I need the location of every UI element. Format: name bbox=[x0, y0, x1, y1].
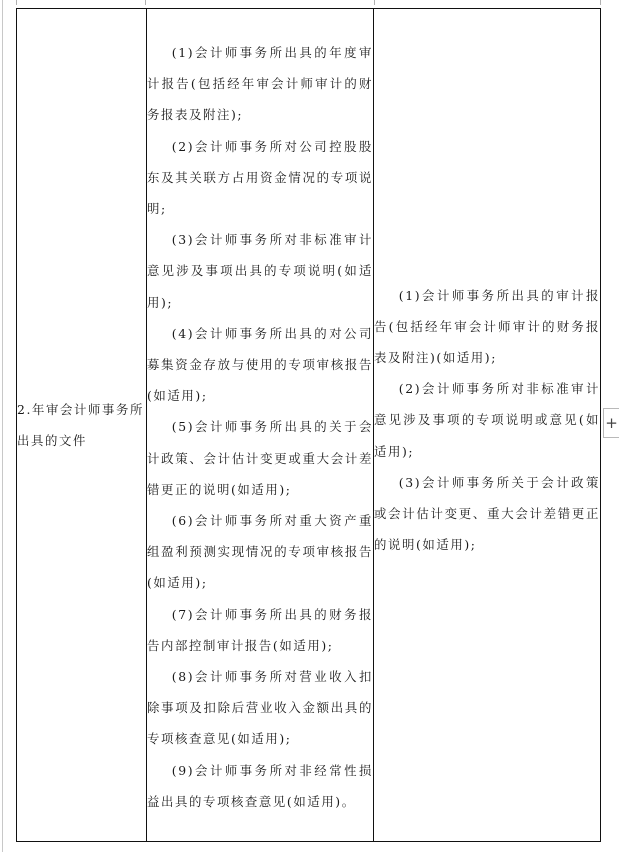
page-left-edge bbox=[2, 0, 3, 852]
row-label: 2.年审会计师事务所出具的文件 bbox=[17, 401, 144, 448]
annual-report-file-list bbox=[147, 23, 373, 827]
list-item: (4)会计师事务所出具的对公司募集资金存放与使用的专项审核报告(如适用); bbox=[147, 325, 373, 404]
list-item: (6)会计师事务所对重大资产重组盈利预测实现情况的专项审核报告(如适用); bbox=[147, 513, 373, 591]
half-year-report-files-cell[interactable] bbox=[374, 9, 601, 842]
ruler-ticks bbox=[0, 0, 619, 6]
ruler-tick bbox=[145, 0, 146, 5]
plus-icon: + bbox=[605, 414, 618, 432]
list-item: (2)会计师事务所对非标准审计意见涉及事项的专项说明或意见(如适用); bbox=[374, 381, 600, 459]
list-item: (3)会计师事务所对非标准审计意见涉及事项出具的专项说明(如适用); bbox=[147, 232, 373, 310]
list-item: (7)会计师事务所出具的财务报告内部控制审计报告(如适用); bbox=[147, 606, 373, 653]
annual-report-files-cell[interactable] bbox=[147, 9, 374, 842]
ruler-tick bbox=[600, 0, 601, 5]
add-row-button[interactable] bbox=[603, 408, 619, 438]
list-item: (9)会计师事务所对非经常性损益出具的专项核查意见(如适用)。 bbox=[147, 762, 373, 809]
table-row bbox=[17, 9, 601, 842]
list-item: (8)会计师事务所对营业收入扣除事项及扣除后营业收入金额出具的专项核查意见(如适用); bbox=[147, 669, 373, 747]
list-item: (3)会计师事务所关于会计政策或会计估计变更、重大会计差错更正的说明(如适用); bbox=[374, 474, 600, 553]
document-table bbox=[16, 8, 601, 842]
ruler-tick bbox=[16, 0, 17, 5]
list-item: (2)会计师事务所对公司控股股东及其关联方占用资金情况的专项说明; bbox=[147, 138, 373, 216]
row-label-cell[interactable] bbox=[17, 9, 147, 842]
half-year-report-file-list bbox=[374, 280, 600, 571]
list-item: (1)会计师事务所出具的审计报告(包括经年审会计师审计的财务报表及附注)(如适用); bbox=[374, 287, 600, 365]
list-item: (1)会计师事务所出具的年度审计报告(包括经年审会计师审计的财务报表及附注); bbox=[147, 44, 373, 123]
ruler-tick bbox=[374, 0, 375, 5]
list-item: (5)会计师事务所出具的关于会计政策、会计估计变更或重大会计差错更正的说明(如适用); bbox=[147, 419, 373, 497]
